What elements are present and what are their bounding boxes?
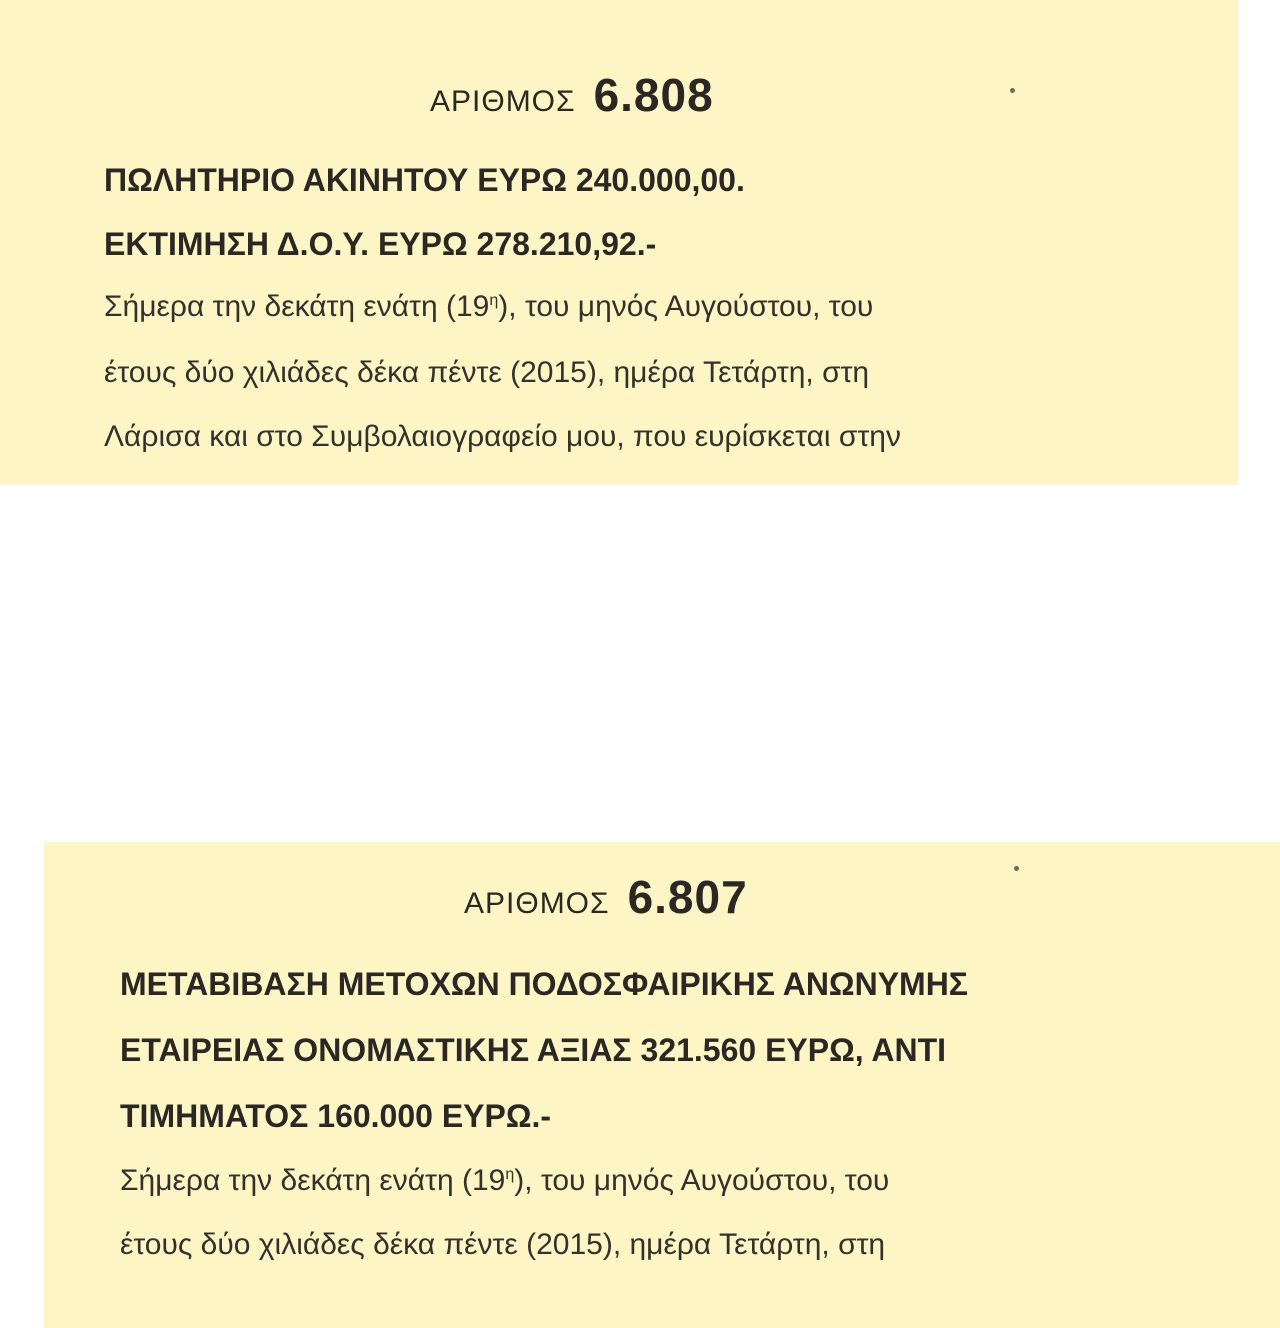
body-line-2: έτους δύο χιλιάδες δέκα πέντε (2015), ημέρα Τετάρτη, στη (120, 1228, 886, 1261)
deed-title-line-3: ΤΙΜΗΜΑΤΟΣ 160.000 ΕΥΡΩ.- (120, 1098, 552, 1134)
deed-title-line-2: ΕΤΑΙΡΕΙΑΣ ΟΝΟΜΑΣΤΙΚΗΣ ΑΞΙΑΣ 321.560 ΕΥΡΩ, ΑΝΤΙ (120, 1032, 947, 1068)
body-line-2: έτους δύο χιλιάδες δέκα πέντε (2015), ημέρα Τετάρτη, στη (104, 356, 870, 389)
deed-number-header (430, 68, 714, 122)
body-text-part: Σήμερα την δεκάτη ενάτη (19 (120, 1164, 506, 1197)
number-label: ΑΡΙΘΜΟΣ (464, 887, 610, 920)
scan-speck (1014, 866, 1019, 871)
deed-title: ΠΩΛΗΤΗΡΙΟ ΑΚΙΝΗΤΟΥ ΕΥΡΩ 240.000,00. (104, 162, 745, 198)
body-text-part: ), του μηνός Αυγούστου, του (514, 1164, 890, 1197)
deed-valuation: ΕΚΤΙΜΗΣΗ Δ.Ο.Υ. ΕΥΡΩ 278.210,92.- (104, 226, 657, 262)
body-text-part: Σήμερα την δεκάτη ενάτη (19 (104, 290, 490, 323)
ordinal-superscript: η (505, 1166, 515, 1183)
number-label: ΑΡΙΘΜΟΣ (430, 85, 576, 118)
document-clip-6807 (44, 842, 1280, 1328)
body-line-1 (104, 290, 1108, 324)
deed-number: 6.808 (593, 69, 714, 121)
body-line-3: Λάρισα και στο Συμβολαιογραφείο μου, που ευρίσκεται στην (104, 420, 901, 453)
body-line-1 (120, 1164, 1150, 1198)
document-clip-6808 (0, 0, 1238, 485)
ordinal-superscript: η (489, 292, 499, 309)
body-text-part: ), του μηνός Αυγούστου, του (498, 290, 874, 323)
deed-number: 6.807 (627, 871, 748, 923)
scan-speck (1010, 88, 1015, 93)
deed-number-header (464, 870, 748, 924)
deed-title-line-1: ΜΕΤΑΒΙΒΑΣΗ ΜΕΤΟΧΩΝ ΠΟΔΟΣΦΑΙΡΙΚΗΣ ΑΝΩΝΥΜΗΣ (120, 966, 968, 1002)
